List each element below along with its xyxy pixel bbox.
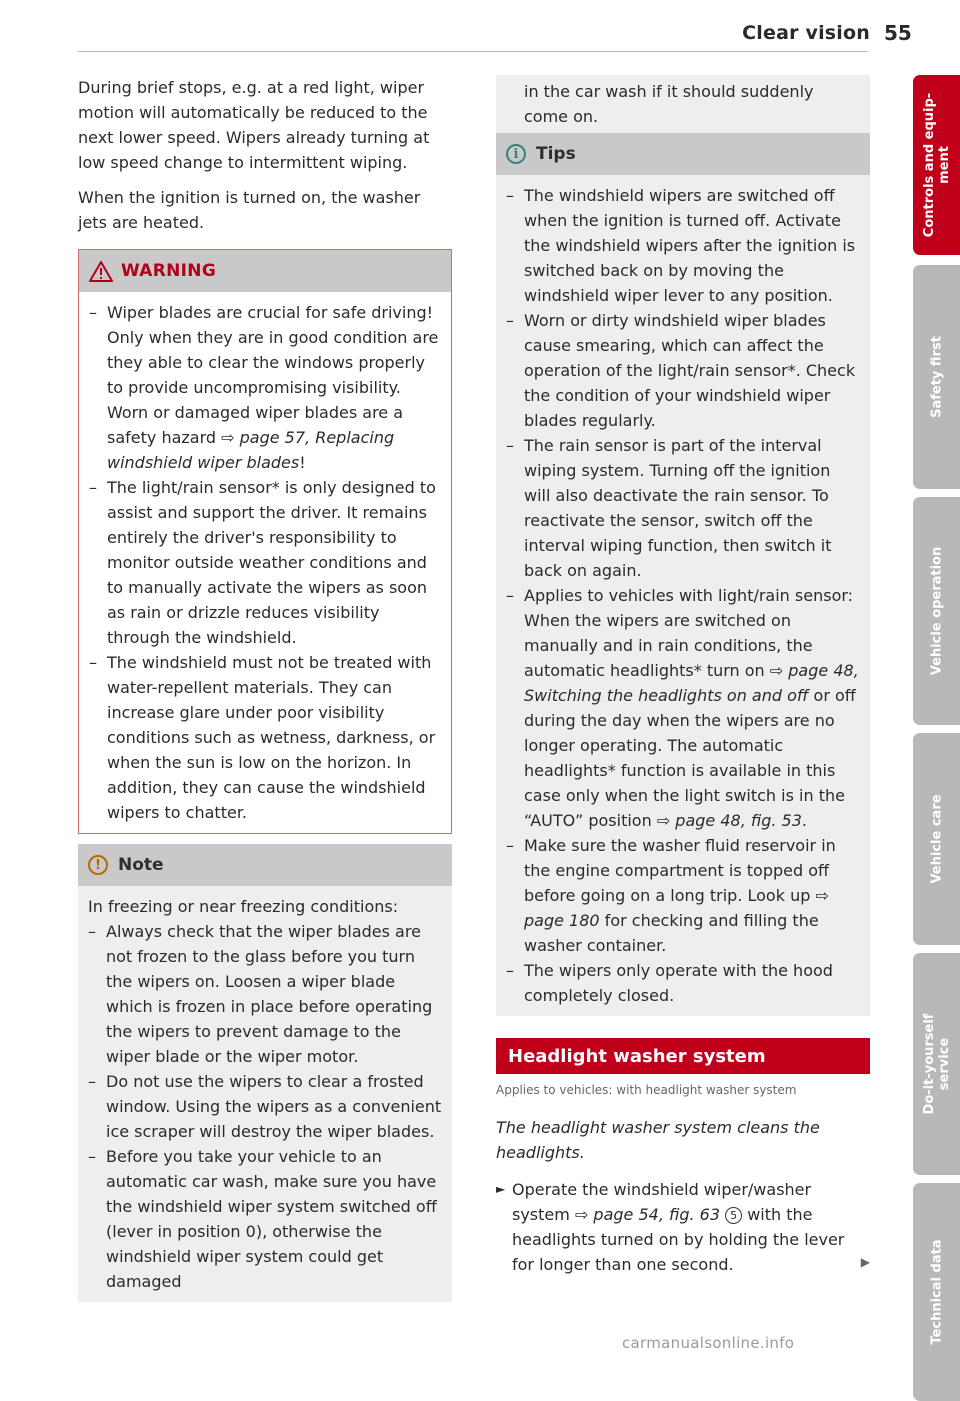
instruction-step (496, 1177, 870, 1277)
item-text: The windshield wipers are switched off when the ignition is turned off. Activate the windshield wipers after the ignition is switched back on by moving the windshield wiper lever to any position. (524, 186, 856, 305)
tips-box (496, 133, 870, 1016)
tab-label: Controls and equip- ment (921, 92, 952, 238)
list-item: – Before you take your vehicle to an automatic car wash, make sure you have the windshield wiper system switched off (lever in position 0), otherwise the windshield wiper system could get damaged (88, 1144, 442, 1294)
page-reference-link[interactable]: ⇨ page 57, Replacing windshield wiper blades (107, 428, 395, 472)
tab-vehicle-operation[interactable] (913, 497, 960, 725)
step-text: with the headlights turned on by holding the lever for longer than one second. (512, 1205, 845, 1274)
page-reference-link[interactable]: ⇨ page 180 (524, 886, 829, 930)
left-column (78, 75, 452, 1302)
tab-technical-data[interactable] (913, 1183, 960, 1401)
tab-label: Safety first (929, 336, 944, 418)
right-column (496, 75, 870, 1277)
list-item (506, 183, 860, 308)
item-text: The windshield must not be treated with water-repellent materials. They can increase glare under poor visibility conditions such as wetness, darkness, or when the sun is low on the horizon. In addition, they can cause the windshield wipers to chatter. (107, 653, 436, 822)
list-item (89, 300, 441, 475)
item-text: . (801, 811, 807, 830)
note-intro: In freezing or near freezing conditions: (88, 897, 399, 916)
item-text: ! (299, 453, 306, 472)
section-title: Headlight washer system (508, 1045, 766, 1067)
item-text: or off during the day when the wipers are no longer operating. The automatic headlights* function is available in this case only when the light switch is in the “AUTO” position (524, 686, 856, 830)
warning-title: WARNING (121, 260, 217, 281)
tab-label: Vehicle care (929, 794, 944, 884)
note-title: Note (118, 854, 164, 875)
warning-list (89, 300, 441, 825)
tab-label: Technical data (929, 1239, 944, 1345)
tab-controls-and-equipment[interactable] (913, 75, 960, 255)
item-text: Wiper blades are crucial for safe driving! Only when they are in good condition are they able to clear the windows properly to provide uncompromising visibility. Worn or damaged wiper blades are a safety hazard (107, 303, 439, 447)
page-reference-link[interactable]: ⇨ page 54, fig. 63 (574, 1205, 721, 1224)
warning-box (78, 249, 452, 834)
info-icon: i (506, 144, 526, 164)
list-item: – Always check that the wiper blades are not frozen to the glass before you turn the wipers on. Loosen a wiper blade which is frozen in place before operating the wipers to prevent damage to the wiper blade or the wiper motor. (88, 919, 442, 1069)
note-box (78, 844, 452, 1302)
body-paragraph: When the ignition is turned on, the washer jets are heated. (78, 188, 421, 232)
note-icon: ! (88, 855, 108, 875)
tab-safety-first[interactable] (913, 265, 960, 489)
section-intro: The headlight washer system cleans the headlights. (496, 1118, 820, 1162)
list-item (506, 833, 860, 958)
list-item: – Do not use the wipers to clear a frosted window. Using the wipers as a convenient ice scraper will destroy the wiper blades. (88, 1069, 442, 1144)
list-item (506, 433, 860, 583)
list-item (506, 308, 860, 433)
note-body (78, 886, 452, 1302)
page-number: 55 (884, 21, 912, 45)
item-text: for checking and filling the washer container. (524, 911, 819, 955)
item-text: Make sure the washer fluid reservoir in the engine compartment is topped off before going on a long trip. Look up (524, 836, 836, 905)
list-item (89, 650, 441, 825)
tab-label: Vehicle operation (929, 546, 944, 676)
item-text: The light/rain sensor* is only designed to assist and support the driver. It remains entirely the driver's responsibility to monitor outside weather conditions and to manually activate the wipers as soon as rain or drizzle reduces visibility through the windshield. (107, 478, 436, 647)
warning-triangle-icon (89, 261, 113, 282)
warning-body (79, 292, 451, 833)
item-text: The wipers only operate with the hood completely closed. (524, 961, 833, 1005)
applies-to-text: Applies to vehicles: with headlight washer system (496, 1083, 797, 1097)
watermark-text: carmanualsonline.info (622, 1334, 795, 1352)
item-text: Worn or dirty windshield wiper blades cause smearing, which can affect the operation of the light/rain sensor*. Check the condition of your windshield wiper blades regularly. (524, 311, 856, 430)
note-list (88, 919, 442, 1294)
header-divider (78, 51, 868, 52)
item-text: The rain sensor is part of the interval wiping system. Turning off the ignition will also deactivate the rain sensor. To reactivate the sensor, switch off the interval wiping function, then switch it back on again. (524, 436, 832, 580)
tab-do-it-yourself-service[interactable] (913, 953, 960, 1175)
tips-title: Tips (536, 143, 576, 164)
step-text: Operate the windshield wiper/washer system (512, 1180, 812, 1224)
tips-list (506, 183, 860, 1008)
list-item (506, 958, 860, 1008)
list-item (506, 583, 860, 833)
item-text: Applies to vehicles with light/rain sensor: When the wipers are switched on manually and in rain conditions, the automatic headlights* turn on (524, 586, 854, 680)
page-reference-link[interactable]: ⇨ page 48, fig. 53 (656, 811, 802, 830)
section-heading-bar (496, 1038, 870, 1074)
warning-header (79, 249, 451, 292)
tab-vehicle-care[interactable] (913, 733, 960, 945)
figure-marker: 5 (725, 1207, 742, 1224)
note-continuation: in the car wash if it should suddenly come on. (496, 75, 870, 133)
continue-arrow-icon: ▶ (860, 1255, 870, 1269)
tips-body (496, 175, 870, 1016)
step-arrow-icon: ► (496, 1182, 506, 1196)
tab-label: Do-it-yourself service (921, 1013, 952, 1115)
page-reference-link[interactable]: ⇨ page 48, Switching the headlights on and off (524, 661, 859, 705)
tips-header (496, 133, 870, 175)
note-header (78, 844, 452, 886)
list-item (89, 475, 441, 650)
chapter-title: Clear vision (742, 22, 870, 44)
body-paragraph: During brief stops, e.g. at a red light, wiper motion will automatically be reduced to the next lower speed. Wipers already turning at low speed change to intermittent wiping. (78, 78, 430, 172)
